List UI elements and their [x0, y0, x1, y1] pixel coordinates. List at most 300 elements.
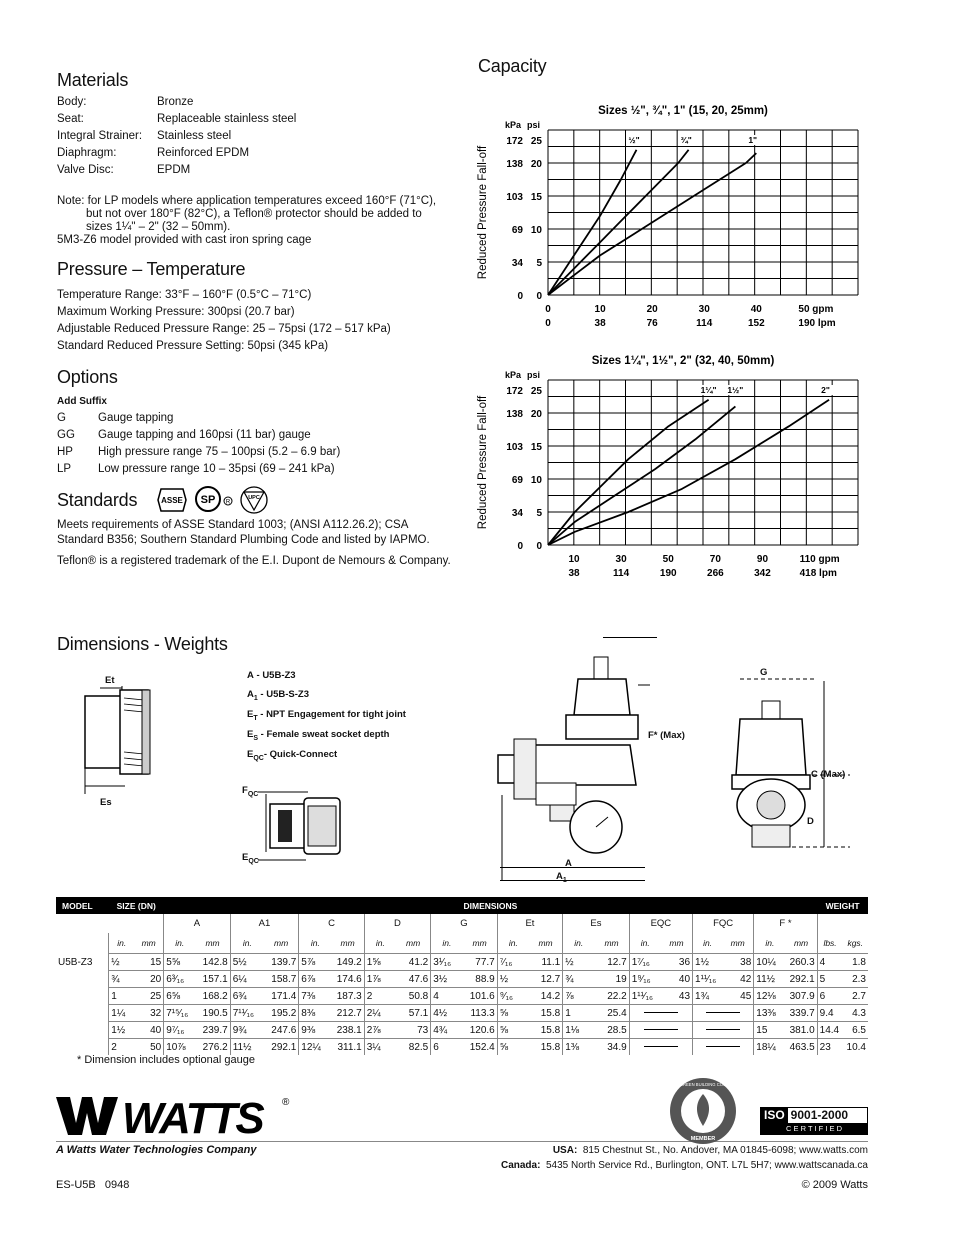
y-tick-psi: 10 [530, 475, 542, 486]
table-cell: 73 [396, 1022, 431, 1039]
unit-label: mm [538, 938, 553, 948]
table-cell: 1¹¹⁄₁₆ [629, 988, 661, 1005]
column-name: A1 [230, 914, 299, 933]
table-cell: 1⅜ [563, 1039, 595, 1056]
table-cell: 25 [134, 988, 164, 1005]
upc-logo-text: UPC [248, 495, 260, 501]
table-column-names [56, 914, 868, 933]
table-cell: 6 [431, 1039, 463, 1056]
table-cell: 32 [134, 1005, 164, 1022]
table-cell: 1.8 [842, 954, 868, 971]
dash-mark [644, 1046, 678, 1047]
y-tick-kpa: 0 [517, 291, 523, 302]
standards-line: Meets requirements of ASSE Standard 1003; (ANSI A112.26.2); CSA [57, 519, 409, 531]
table-cell: 195.2 [264, 1005, 299, 1022]
table-cell: 15.8 [529, 1039, 563, 1056]
table-cell: 239.7 [195, 1022, 230, 1039]
table-cell: ⅝ [497, 1005, 529, 1022]
table-cell: 9⁷⁄₁₆ [164, 1022, 196, 1039]
x-tick-lpm: 114 [613, 568, 630, 579]
option-row [57, 444, 340, 461]
column-name: C [299, 914, 364, 933]
table-cell: 4¾ [431, 1022, 463, 1039]
table-cell: 1⅝ [364, 954, 396, 971]
table-cell: 1⅞ [364, 971, 396, 988]
table-cell: 1⅛ [563, 1022, 595, 1039]
header-model: MODEL [56, 897, 109, 914]
table-cell: 2.3 [842, 971, 868, 988]
series-label: 1¼" [700, 385, 717, 395]
unit-label: mm [472, 938, 487, 948]
table-row [56, 1022, 868, 1039]
table-cell: 212.7 [332, 1005, 365, 1022]
chart-title: Sizes ½", ¾", 1" (15, 20, 25mm) [598, 105, 768, 117]
table-cell: 1¾ [693, 988, 723, 1005]
model-cell [56, 1039, 109, 1056]
table-cell: 22.2 [594, 988, 629, 1005]
table-cell: ⅝ [497, 1022, 529, 1039]
pressure-line: Adjustable Reduced Pressure Range: 25 – 75psi (172 – 517 kPa) [57, 323, 391, 335]
capacity-title: Capacity [478, 56, 547, 76]
y-tick-kpa: 34 [511, 258, 523, 269]
usa-address: 815 Chestnut St., No. Andover, MA 01845-6098; www.watts.com [582, 1145, 868, 1156]
table-cell: 12⅛ [754, 988, 786, 1005]
column-name: G [431, 914, 498, 933]
table-cell: ⁹⁄₁₆ [497, 988, 529, 1005]
label-f-max: F* (Max) [648, 730, 685, 741]
table-cell: 50 [134, 1039, 164, 1056]
unit-label: in. [497, 933, 529, 954]
footer-tagline: A Watts Water Technologies Company [56, 1144, 257, 1156]
materials-key: Valve Disc: [57, 164, 114, 176]
table-cell: 139.7 [264, 954, 299, 971]
svg-text:®: ® [282, 1097, 290, 1108]
table-cell: 101.6 [462, 988, 497, 1005]
table-cell: 3¹⁄₁₆ [431, 954, 463, 971]
y-tick-kpa: 138 [506, 159, 523, 170]
table-cell: 28.5 [594, 1022, 629, 1039]
series-line [548, 153, 756, 295]
table-cell: 5½ [230, 954, 264, 971]
option-desc: High pressure range 75 – 100psi (5.2 – 6.9 bar) [98, 446, 341, 458]
unit-label: in. [693, 933, 723, 954]
csa-logo-text: SP [200, 494, 216, 506]
table-cell: 6⅝ [164, 988, 196, 1005]
table-cell: 2 [364, 988, 396, 1005]
table-cell: 42 [722, 971, 754, 988]
dash-mark [644, 1029, 678, 1030]
x-tick-gpm: 20 [646, 304, 658, 315]
table-cell: 36 [661, 954, 693, 971]
y-tick-kpa: 172 [506, 386, 523, 397]
y-axis-label: Reduced Pressure Fall-off [477, 395, 489, 530]
legend-row [247, 747, 406, 767]
table-cell: 9.4 [817, 1005, 842, 1022]
table-cell: 6³⁄₁₆ [164, 971, 196, 988]
unit-label: lbs. [817, 933, 842, 954]
note-line: 5M3-Z6 model provided with cast iron spring cage [57, 234, 312, 246]
footer-divider [56, 1141, 868, 1142]
y-tick-psi: 0 [536, 291, 542, 302]
materials-row [57, 145, 296, 162]
table-cell-empty [693, 1039, 754, 1056]
table-cell: 18¼ [754, 1039, 786, 1056]
unit-label: mm [669, 938, 684, 948]
y-tick-psi: 5 [536, 258, 542, 269]
table-cell: 15.8 [529, 1005, 563, 1022]
table-cell: 12.7 [594, 954, 629, 971]
x-tick-lpm: 114 [696, 318, 713, 329]
table-cell: 13⅜ [754, 1005, 786, 1022]
watts-logo-text: WATTS [122, 1094, 263, 1139]
table-cell: 50.8 [396, 988, 431, 1005]
label-a: A [565, 858, 572, 869]
materials-key: Body: [57, 96, 87, 108]
table-cell: 1 [563, 1005, 595, 1022]
label-eqc [242, 852, 259, 865]
iso-badge [760, 1107, 868, 1135]
table-cell: 247.6 [264, 1022, 299, 1039]
valve-side-drawing [490, 655, 660, 885]
materials-note [57, 195, 436, 247]
table-cell-empty [629, 1005, 692, 1022]
iso-label: ISO [761, 1108, 788, 1123]
y-unit-kpa: kPa [505, 120, 522, 130]
series-label: 1½" [727, 385, 744, 395]
column-name: D [364, 914, 431, 933]
dash-mark [706, 1012, 740, 1013]
materials-row [57, 94, 296, 111]
legend-key: E [247, 748, 254, 760]
csa-logo [194, 485, 234, 518]
table-cell: 2 [109, 1039, 134, 1056]
document-code: ES-U5B 0948 [56, 1179, 130, 1191]
legend-sub: S [253, 734, 259, 742]
table-cell: 2¼ [364, 1005, 396, 1022]
table-cell: 1½ [109, 1022, 134, 1039]
pressure-line: Maximum Working Pressure: 300psi (20.7 bar) [57, 306, 295, 318]
y-tick-psi: 0 [536, 541, 542, 552]
option-desc: Low pressure range 10 – 35psi (69 – 241 kPa) [98, 463, 335, 475]
unit-label: in. [431, 933, 463, 954]
unit-label: kgs. [847, 938, 864, 948]
fqc-letter: F [242, 785, 248, 796]
x-tick-gpm: 50 gpm [798, 304, 834, 315]
dash-mark [644, 1012, 678, 1013]
teflon-note: Teflon® is a registered trademark of the E.I. Dupont de Nemours & Company. [57, 555, 451, 567]
table-cell: 292.1 [264, 1039, 299, 1056]
table-cell: 20 [134, 971, 164, 988]
column-name: FQC [693, 914, 754, 933]
table-row [56, 1005, 868, 1022]
option-row [57, 410, 340, 427]
label-c-max: C (Max) [811, 769, 846, 780]
copyright: © 2009 Watts [801, 1179, 868, 1191]
table-cell: 3½ [431, 971, 463, 988]
y-tick-psi: 25 [530, 386, 542, 397]
table-cell: ¾ [109, 971, 134, 988]
table-cell: 7¹¹⁄₁₆ [230, 1005, 264, 1022]
materials-key: Integral Strainer: [57, 130, 143, 142]
table-units [56, 933, 868, 954]
y-tick-psi: 15 [530, 442, 542, 453]
option-code: G [57, 412, 66, 424]
model-cell [56, 971, 109, 988]
table-cell: ½ [563, 954, 595, 971]
table-row [56, 1039, 868, 1056]
unit-label: mm [340, 938, 355, 948]
table-cell: 463.5 [785, 1039, 817, 1056]
label-et: Et [105, 675, 115, 686]
table-cell-empty [693, 1022, 754, 1039]
x-tick-lpm: 418 lpm [799, 568, 837, 579]
options-title: Options [57, 367, 118, 387]
watts-logo [56, 1093, 292, 1139]
materials-value: Stainless steel [157, 130, 232, 142]
y-tick-kpa: 138 [506, 409, 523, 420]
model-cell: U5B-Z3 [58, 956, 93, 968]
legend-key: E [247, 728, 254, 740]
materials-value: EPDM [157, 164, 191, 176]
table-cell: 2⅞ [364, 1022, 396, 1039]
seal-member-text: MEMBER [690, 1136, 716, 1142]
table-cell: 307.9 [785, 988, 817, 1005]
x-tick-gpm: 40 [750, 304, 762, 315]
legend-sub: T [253, 714, 258, 722]
materials-value: Bronze [157, 96, 194, 108]
model-cell [56, 1005, 109, 1022]
x-tick-lpm: 266 [707, 568, 724, 579]
unit-label: mm [793, 938, 809, 948]
y-tick-psi: 20 [530, 409, 542, 420]
materials-key: Diaphragm: [57, 147, 117, 159]
table-cell: ⁷⁄₁₆ [497, 954, 529, 971]
table-cell: 1¼ [109, 1005, 134, 1022]
fqc-sub: QC [247, 790, 259, 798]
unit-label: in. [563, 933, 595, 954]
seal-green-text: U.S. GREEN BUILDING COUNCIL [670, 1082, 736, 1087]
legend-row [247, 687, 406, 707]
unit-label: mm [274, 938, 289, 948]
y-tick-kpa: 69 [511, 475, 523, 486]
usgbc-member-seal [668, 1076, 738, 1146]
eqc-sub: QC [248, 857, 259, 865]
table-cell: ⅞ [563, 988, 595, 1005]
quick-connect-drawing [258, 790, 358, 870]
unit-label: mm [730, 938, 745, 948]
y-tick-kpa: 69 [511, 225, 523, 236]
standards-line: Standard B356; Southern Standard Plumbing Code and listed by IAPMO. [57, 534, 430, 546]
table-cell: 7⅜ [299, 988, 332, 1005]
dash-mark [706, 1029, 740, 1030]
table-cell: 41.2 [396, 954, 431, 971]
table-cell: ¾ [563, 971, 595, 988]
dimensions-legend [247, 668, 406, 766]
dimensions-title: Dimensions - Weights [57, 634, 228, 654]
table-cell: 15.8 [529, 1022, 563, 1039]
table-cell: 190.5 [195, 1005, 230, 1022]
model-cell [56, 1022, 109, 1039]
table-cell: 157.1 [195, 971, 230, 988]
table-cell: 260.3 [785, 954, 817, 971]
legend-value: - NPT Engagement for tight joint [257, 708, 406, 720]
table-cell: 1 [109, 988, 134, 1005]
x-tick-lpm: 190 [659, 568, 677, 579]
series-line [548, 400, 829, 545]
table-cell: 1⁷⁄₁₆ [629, 954, 661, 971]
a1-sub: 1 [562, 876, 567, 884]
table-cell: 47.6 [396, 971, 431, 988]
table-cell: 6 [817, 988, 842, 1005]
table-cell: 168.2 [195, 988, 230, 1005]
capacity-chart-large [470, 345, 870, 595]
x-tick-gpm: 110 gpm [799, 554, 840, 565]
y-tick-psi: 25 [530, 136, 542, 147]
legend-row [247, 727, 406, 747]
table-cell-empty [693, 1005, 754, 1022]
table-row [56, 971, 868, 988]
table-cell: 10¼ [754, 954, 786, 971]
table-cell: 6¼ [230, 971, 264, 988]
legend-value: - U5B-Z3 [253, 670, 296, 681]
table-cell: 2.7 [842, 988, 868, 1005]
y-unit-psi: psi [527, 370, 541, 380]
unit-label: in. [629, 933, 661, 954]
label-fqc [242, 785, 258, 798]
table-row [56, 954, 868, 971]
table-cell: 158.7 [264, 971, 299, 988]
table-row [56, 988, 868, 1005]
option-code: HP [57, 446, 73, 458]
table-cell: 40 [134, 1022, 164, 1039]
table-cell: 6.5 [842, 1022, 868, 1039]
column-name: A [164, 914, 231, 933]
unit-label: in. [164, 933, 196, 954]
table-cell: 88.9 [462, 971, 497, 988]
x-tick-gpm: 10 [594, 304, 606, 315]
series-label: ½" [628, 135, 640, 145]
table-cell: 311.1 [332, 1039, 365, 1056]
y-tick-kpa: 0 [517, 541, 523, 552]
y-tick-kpa: 103 [506, 192, 523, 203]
standards-text [57, 518, 430, 548]
table-cell: 10.4 [842, 1039, 868, 1056]
table-cell: 15 [134, 954, 164, 971]
y-tick-kpa: 172 [506, 136, 523, 147]
table-cell: 82.5 [396, 1039, 431, 1056]
y-tick-psi: 20 [530, 159, 542, 170]
legend-value: - Quick-Connect [263, 748, 338, 760]
table-cell: 10⅞ [164, 1039, 196, 1056]
y-tick-psi: 15 [530, 192, 542, 203]
dimension-line-a [500, 867, 645, 868]
table-cell: 1⁹⁄₁₆ [629, 971, 661, 988]
svg-text:R: R [225, 499, 231, 506]
materials-value: Reinforced EPDM [157, 147, 250, 159]
table-cell: 149.2 [332, 954, 365, 971]
x-tick-gpm: 0 [545, 304, 551, 315]
table-cell: 4 [431, 988, 463, 1005]
table-cell: 4½ [431, 1005, 463, 1022]
unit-label: in. [299, 933, 332, 954]
a1-letter: A [556, 871, 563, 882]
legend-row [247, 668, 406, 687]
table-cell: 113.3 [462, 1005, 497, 1022]
legend-row [247, 707, 406, 727]
y-unit-psi: psi [527, 120, 541, 130]
x-tick-gpm: 90 [756, 554, 769, 565]
legend-sub: QC [253, 754, 264, 762]
table-cell: 292.1 [785, 971, 817, 988]
pressure-title: Pressure – Temperature [57, 259, 246, 279]
materials-list [57, 94, 296, 179]
series-line [548, 150, 637, 295]
label-g: G [760, 667, 768, 678]
table-cell: 238.1 [332, 1022, 365, 1039]
option-desc: Gauge tapping and 160psi (11 bar) gauge [98, 429, 311, 441]
table-cell: 142.8 [195, 954, 230, 971]
table-cell: 4 [817, 954, 842, 971]
table-cell: 14.2 [529, 988, 563, 1005]
x-tick-lpm: 38 [568, 568, 580, 579]
unit-label: mm [141, 938, 156, 948]
label-es: Es [100, 797, 112, 808]
table-cell: 43 [661, 988, 693, 1005]
table-cell: 5 [817, 971, 842, 988]
table-cell: 40 [661, 971, 693, 988]
x-tick-gpm: 10 [568, 554, 580, 565]
table-cell: 174.6 [332, 971, 365, 988]
series-label: 1" [748, 135, 758, 145]
table-cell: 3¼ [364, 1039, 396, 1056]
table-cell: 12¼ [299, 1039, 332, 1056]
materials-row [57, 111, 296, 128]
pressure-line: Standard Reduced Pressure Setting: 50psi (345 kPa) [57, 340, 329, 352]
table-cell: ½ [497, 971, 529, 988]
column-name: F * [754, 914, 817, 933]
x-tick-lpm: 152 [747, 318, 765, 329]
table-cell: 152.4 [462, 1039, 497, 1056]
y-axis-label: Reduced Pressure Fall-off [477, 145, 489, 280]
dimensions-table [56, 897, 868, 1055]
table-cell: 57.1 [396, 1005, 431, 1022]
usa-label: USA: [552, 1145, 578, 1156]
table-cell: 38 [722, 954, 754, 971]
table-cell: 14.4 [817, 1022, 842, 1039]
table-cell: 120.6 [462, 1022, 497, 1039]
asse-logo [157, 487, 187, 518]
valve-top-bar [603, 637, 657, 638]
table-cell: 187.3 [332, 988, 365, 1005]
valve-front-drawing [720, 665, 860, 855]
x-tick-lpm: 76 [646, 318, 658, 329]
footer-address-canada [501, 1160, 868, 1171]
table-cell: 381.0 [785, 1022, 817, 1039]
table-cell: 11½ [230, 1039, 264, 1056]
table-cell: 6⅞ [299, 971, 332, 988]
note-line: but not over 180°F (82°C), a Teflon® protector should be added to [86, 208, 422, 220]
series-label: ¾" [680, 135, 692, 145]
options-list [57, 393, 340, 478]
header-weight: WEIGHT [817, 897, 868, 914]
header-dimensions: DIMENSIONS [164, 897, 817, 914]
table-cell: 11.1 [529, 954, 563, 971]
iso-certified: C E R T I F I E D [761, 1123, 867, 1134]
asse-logo-text: ASSE [161, 496, 183, 505]
column-name: EQC [629, 914, 692, 933]
series-line [548, 150, 689, 295]
label-d: D [807, 816, 814, 827]
